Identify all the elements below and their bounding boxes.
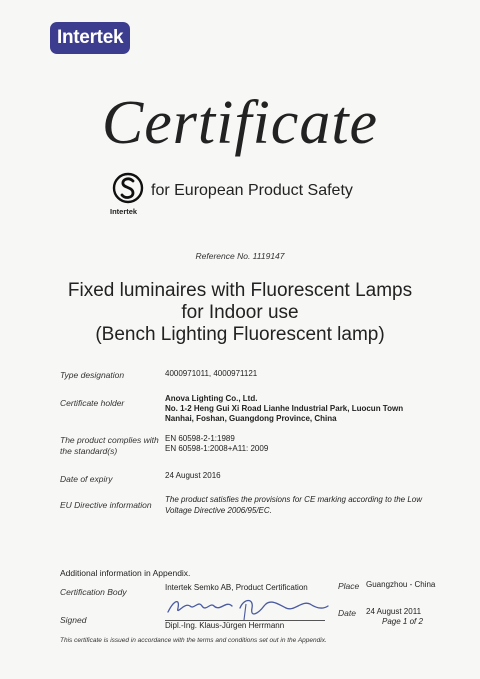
s-mark-label: Intertek — [110, 207, 138, 216]
type-designation-value: 4000971011, 4000971121 — [165, 369, 258, 378]
place-value: Guangzhou - China — [366, 580, 436, 589]
certification-body-label: Certification Body — [60, 587, 127, 597]
standard-2: EN 60598-1:2008+A11: 2009 — [165, 444, 269, 453]
certificate-holder-name: Anova Lighting Co., Ltd. — [165, 394, 258, 403]
appendix-note: Additional information in Appendix. — [60, 568, 191, 578]
place-label: Place — [338, 581, 360, 591]
expiry-label: Date of expiry — [60, 474, 113, 484]
type-designation-label: Type designation — [60, 370, 125, 380]
expiry-value: 24 August 2016 — [165, 471, 221, 480]
reference-number: Reference No. 1119147 — [195, 251, 285, 261]
date-value: 24 August 2011 — [366, 607, 422, 616]
product-description — [0, 280, 480, 346]
complies-label-2: the standard(s) — [60, 446, 118, 456]
signed-label: Signed — [60, 615, 87, 625]
page-number: Page 1 of 2 — [382, 617, 423, 626]
certificate-holder-address-1: No. 1-2 Heng Gui Xi Road Lianhe Industrial Park, Luocun Town — [165, 404, 404, 413]
certificate-holder-label: Certificate holder — [60, 398, 125, 408]
signatory-name: Dipl.-Ing. Klaus-Jürgen Herrmann — [165, 621, 285, 630]
product-line-1: Fixed luminaires with Fluorescent Lamps — [67, 280, 413, 301]
eu-directive-line-1: The product satisfies the provisions for CE marking according to the Low — [165, 495, 423, 504]
footer-note: This certificate is issued in accordance with the terms and conditions set out in the Appendix. — [60, 637, 327, 644]
certificate-subtitle: for European Product Safety — [151, 182, 353, 199]
eu-directive-label: EU Directive information — [60, 500, 152, 510]
product-line-2: for Indoor use — [181, 302, 299, 323]
date-label: Date — [338, 608, 356, 618]
product-line-3: (Bench Lighting Fluorescent lamp) — [95, 324, 385, 345]
certificate-title: Certificate — [101, 89, 379, 157]
eu-directive-line-2: Voltage Directive 2006/95/EC. — [165, 506, 272, 515]
certificate-holder-address-2: Nanhai, Foshan, Guangdong Province, China — [165, 414, 337, 423]
standard-1: EN 60598-2-1:1989 — [165, 434, 235, 443]
signature-graphic — [162, 594, 332, 622]
intertek-logo: Intertek — [50, 22, 130, 54]
complies-label-1: The product complies with — [60, 435, 159, 445]
certification-body-value: Intertek Semko AB, Product Certification — [165, 583, 308, 592]
